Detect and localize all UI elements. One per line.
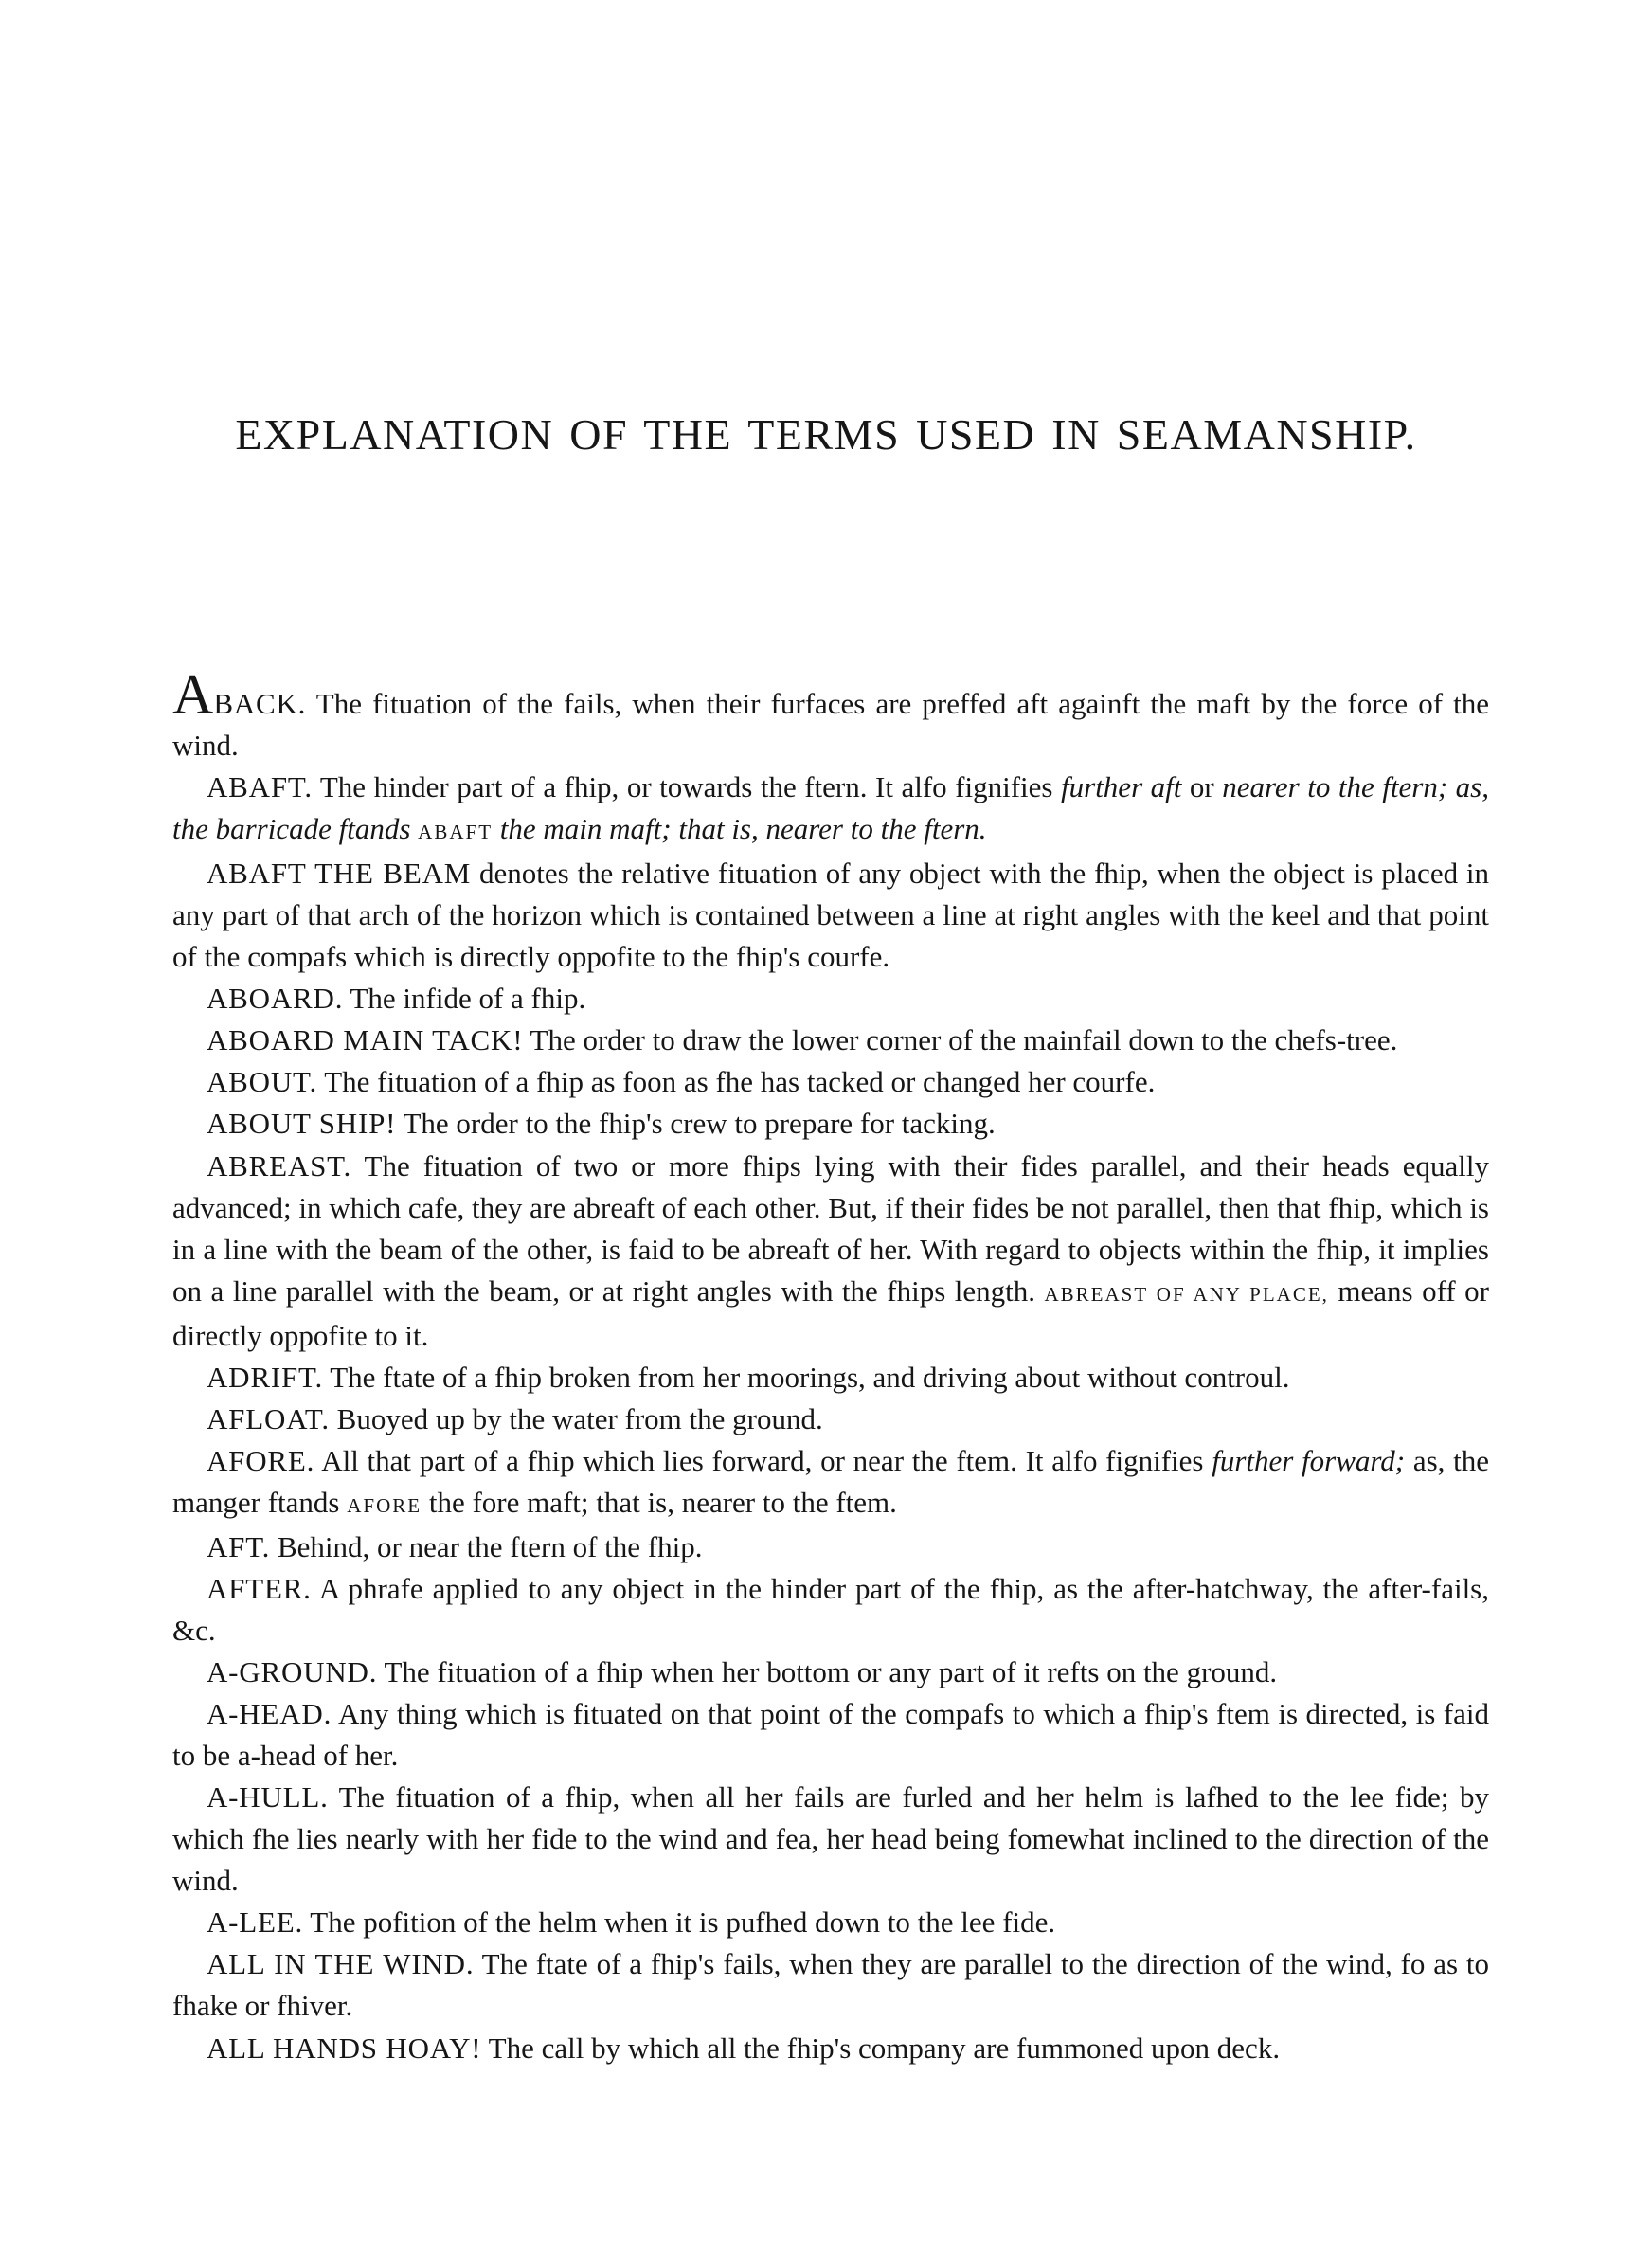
- entry-abaft: [172, 767, 1489, 853]
- entry-definition: The pofition of the helm when it is pufhed down to the lee fide.: [303, 1905, 1056, 1940]
- entry-definition: The call by which all the fhip's company are fummoned upon deck.: [481, 2031, 1281, 2065]
- entry-aft: [172, 1526, 1489, 1568]
- entry-term: AFORE.: [206, 1443, 315, 1477]
- entry-term: ABOUT SHIP!: [206, 1107, 397, 1141]
- entry-definition: as, the manger ftands: [172, 1443, 1490, 1519]
- entry-term: A-LEE.: [206, 1905, 304, 1940]
- entry-term: ABREAST.: [206, 1148, 352, 1183]
- entry-definition: The infide of a fhip.: [343, 982, 586, 1016]
- entry-smallcaps: ABREAST OF ANY PLACE,: [1044, 1282, 1329, 1306]
- entry-definition: means off or directly oppofite to it.: [172, 1273, 1489, 1352]
- entry-definition: The fituation of a fhip as foon as fhe has tacked or changed her courfe.: [317, 1065, 1156, 1099]
- entry-afloat: [172, 1399, 1489, 1440]
- entry-definition: All that part of a fhip which lies forward, or near the ftem. It alfo fignifies: [314, 1443, 1212, 1477]
- entry-after: [172, 1568, 1489, 1652]
- entry-all-in-the-wind: [172, 1943, 1489, 2027]
- entry-term: ALL HANDS HOAY!: [206, 2031, 482, 2065]
- entry-about-ship: [172, 1103, 1489, 1145]
- entry-adrift: [172, 1357, 1489, 1399]
- entry-term: BACK.: [213, 687, 307, 720]
- entry-a-ground: [172, 1652, 1489, 1693]
- entry-abreast: [172, 1146, 1489, 1357]
- glossary-entries: [172, 663, 1490, 2069]
- entry-about: [172, 1061, 1489, 1103]
- entry-smallcaps: AFORE: [347, 1493, 422, 1517]
- entry-definition: The ftate of a fhip's fails, when they are parallel to the direction of the wind, fo as to fhake or fhiver.: [172, 1947, 1489, 2023]
- entry-definition: The fituation of two or more fhips lying with their fides parallel, and their heads equally advanced; in which cafe, they are abreaft of each other. But, if their fides be not parallel, then that fhip, which is in a line with the beam of the other, is faid to be abreaft of her. With regard to objects within the fhip, it implies on a line parallel with the beam, or at right angles with the fhips length.: [172, 1148, 1489, 1308]
- entry-definition: The ftate of a fhip broken from her moorings, and driving about without controul.: [323, 1360, 1290, 1394]
- page-title: EXPLANATION OF THE TERMS USED IN SEAMANSHIP.: [235, 410, 1417, 459]
- entry-smallcaps: ABAFT: [418, 821, 494, 844]
- entry-definition: Any thing which is fituated on that point of the compafs to which a fhip's ftem is directed, is faid to be a-head of her.: [172, 1697, 1489, 1773]
- entry-definition: or: [1181, 770, 1223, 804]
- entry-definition: the fore maft; that is, nearer to the ftem.: [422, 1485, 897, 1519]
- entry-term: ABAFT.: [206, 770, 313, 804]
- entry-term: ABOUT.: [206, 1065, 318, 1099]
- entry-a-hull: [172, 1777, 1489, 1902]
- entry-term: AFTER.: [206, 1571, 312, 1605]
- entry-definition: Buoyed up by the water from the ground.: [329, 1401, 823, 1435]
- entry-definition: The fituation of a fhip when her bottom or any part of it refts on the ground.: [377, 1655, 1278, 1689]
- entry-aboard-main-tack: [172, 1020, 1489, 1061]
- entry-term: ABOARD.: [206, 982, 344, 1016]
- entry-term: ABOARD MAIN TACK!: [206, 1023, 524, 1057]
- entry-definition: The hinder part of a fhip, or towards the ftern. It alfo fignifies: [312, 770, 1062, 804]
- entry-a-lee: [172, 1902, 1489, 1943]
- entry-definition: The order to draw the lower corner of the mainfail down to the chefs-tree.: [523, 1023, 1398, 1057]
- entry-italic: the main maft; that is, nearer to the ftern.: [493, 812, 987, 846]
- entry-definition: A phrafe applied to any object in the hinder part of the fhip, as the after-hatchway, the after-fails, &c.: [172, 1571, 1489, 1648]
- entry-afore: [172, 1440, 1489, 1526]
- entry-italic: nearer to the ftern; as, the barricade ftands: [172, 770, 1489, 846]
- entry-definition: The fituation of the fails, when their furfaces are preffed aft againft the maft by the force of the wind.: [172, 687, 1489, 763]
- drop-initial: A: [172, 663, 214, 726]
- entry-definition: denotes the relative fituation of any object with the fhip, when the object is placed in any part of that arch of the horizon which is contained between a line at right angles with the keel and that point of the compafs which is directly oppofite to the fhip's courfe.: [172, 857, 1489, 974]
- entry-all-hands-hoay: [172, 2028, 1489, 2069]
- entry-term: ADRIFT.: [206, 1360, 324, 1394]
- entry-aboard: [172, 978, 1489, 1020]
- entry-abaft-the-beam: [172, 853, 1489, 978]
- entry-term: AFT.: [206, 1529, 271, 1563]
- entry-term: AFLOAT.: [206, 1401, 330, 1435]
- entry-italic: further aft: [1061, 770, 1182, 804]
- entry-term: ALL IN THE WIND.: [206, 1947, 475, 1981]
- entry-term: ABAFT THE BEAM: [206, 857, 472, 891]
- entry-term: A-GROUND.: [206, 1655, 378, 1689]
- entry-aback: [172, 663, 1489, 767]
- entry-term: A-HEAD.: [206, 1697, 332, 1731]
- entry-definition: The fituation of a fhip, when all her fails are furled and her helm is lafhed to the lee fide; by which fhe lies nearly with her fide to the wind and fea, her head being fomewhat inclined to the direction of the wind.: [172, 1780, 1489, 1898]
- entry-a-head: [172, 1693, 1489, 1777]
- entry-definition: The order to the fhip's crew to prepare for tacking.: [396, 1107, 996, 1141]
- entry-definition: Behind, or near the ftern of the fhip.: [270, 1529, 703, 1563]
- entry-italic: further forward;: [1212, 1443, 1406, 1477]
- entry-term: A-HULL.: [206, 1780, 329, 1815]
